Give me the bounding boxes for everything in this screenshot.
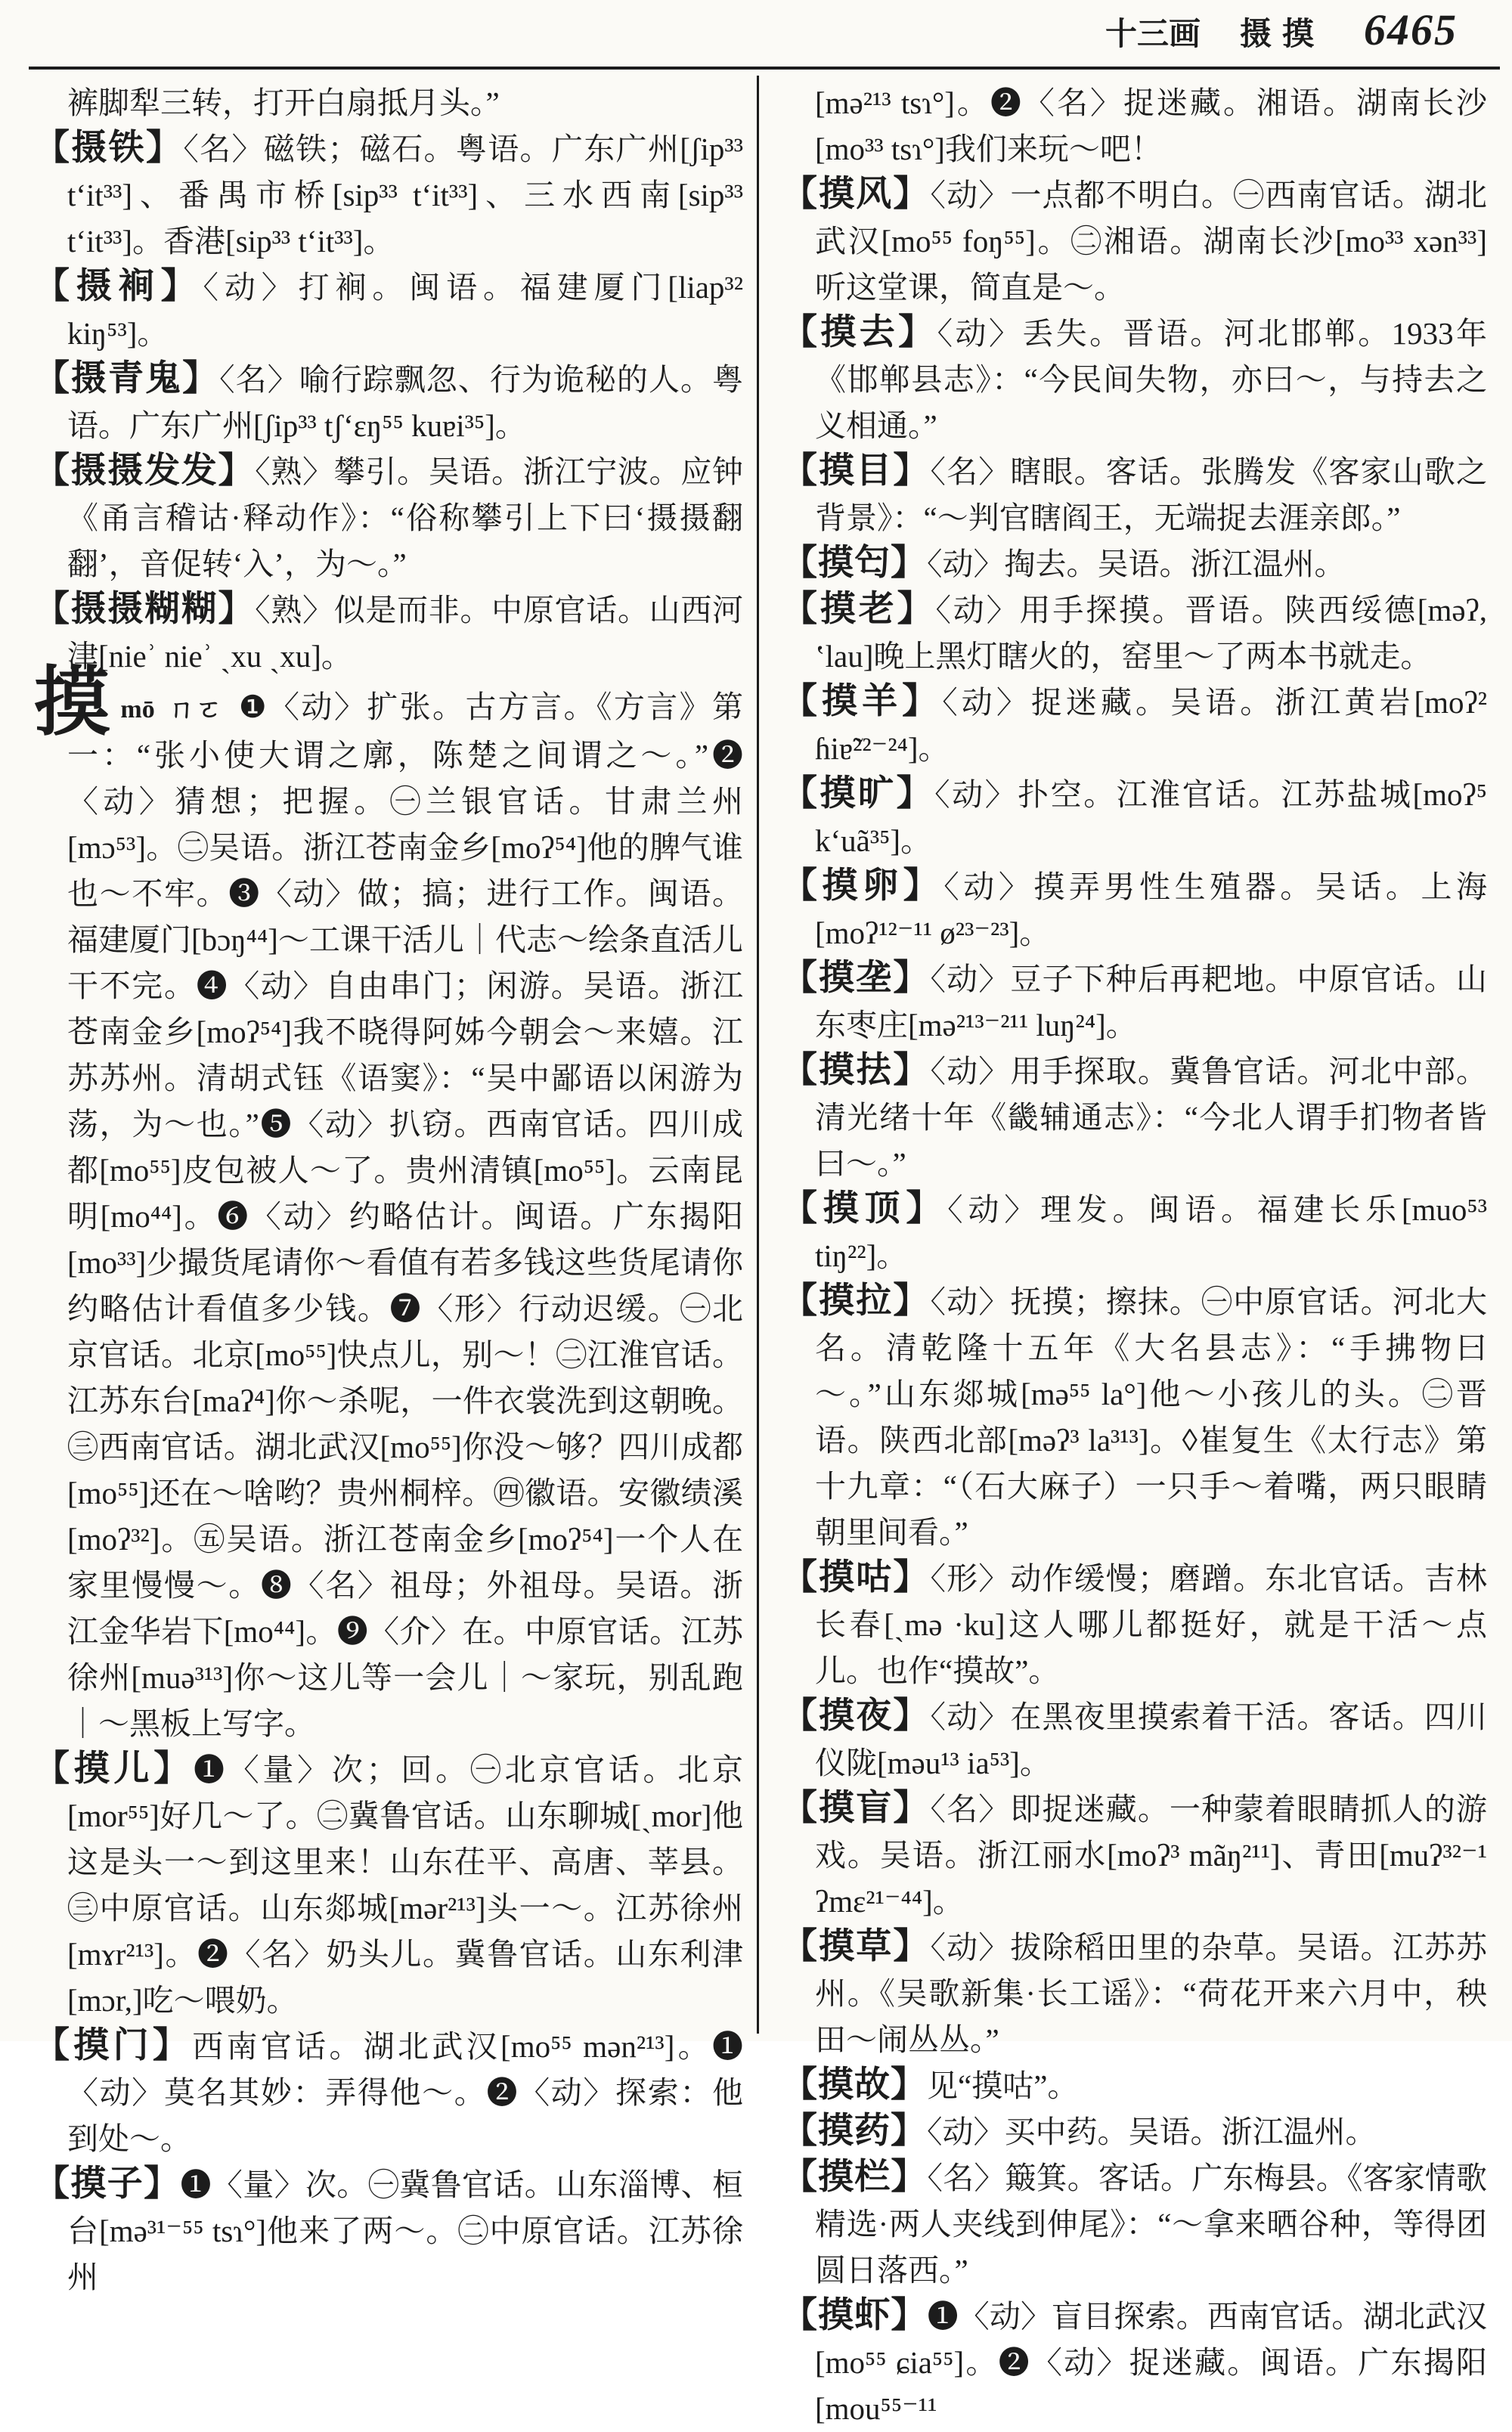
dictionary-entry: [782, 311, 1487, 449]
right-column: [782, 80, 1487, 2432]
dictionary-entry: [782, 1187, 1487, 1279]
dictionary-entry: [782, 956, 1487, 1049]
entry-body: 〈动〉打裥。闽语。福建厦门[liap³² kiŋ⁵³]。: [67, 270, 744, 351]
zhuyin-label: ㄇㄛ: [166, 696, 224, 723]
entry-body: ❶〈量〉次；回。㊀北京官话。北京[mor⁵⁵]好几～了。㊁冀鲁官话。山东聊城[ˎmor]他这是头一～到这里来！山东茌平、高唐、莘县。㊂中原官话。山东郯城[mər²¹³]头一～。江苏徐州[mɤr²¹³]。❷〈名〉奶头儿。冀鲁官话。山东利津[mɔr,]吃～喂奶。: [67, 1752, 744, 2018]
entry-body: ❶〈动〉扩张。古方言。《方言》第一：“张小使大谓之廓，陈楚之间谓之～。”❷〈动〉猜想；把握。㊀兰银官话。甘肃兰州[mɔ⁵³]。㊁吴语。浙江苍南金乡[moʔ⁵⁴]他的脾气谁也～不牢。❸〈动〉做；搞；进行工作。闽语。福建厦门[bɔŋ⁴⁴]～工课干活儿｜代志～绘条直活儿干不完。❹〈动〉自由串门；闲游。吴语。浙江苍南金乡[moʔ⁵⁴]我不晓得阿姊今朝会～来嬉。江苏苏州。清胡式钰《语窦》：“吴中鄙语以闲游为荡，为～也。”❺〈动〉扒窃。西南官话。四川成都[mo⁵⁵]皮包被人～了。贵州清镇[mo⁵⁵]。云南昆明[mo⁴⁴]。❻〈动〉约略估计。闽语。广东揭阳[mo³³]少撮货尾请你～看值有若多钱这些货尾请你约略估计看值多少钱。❼〈形〉行动迟缓。㊀北京官话。北京[mo⁵⁵]快点儿，别～！㊁江淮官话。江苏东台[maʔ⁴]你～杀呢，一件衣裳洗到这朝晚。㊂西南官话。湖北武汉[mo⁵⁵]你没～够？四川成都[mo⁵⁵]还在～啥哟？贵州桐梓。㊃徽语。安徽绩溪[moʔ³²]。㊄吴语。浙江苍南金乡[moʔ⁵⁴]一个人在家里慢慢～。❽〈名〉祖母；外祖母。吴语。浙江金华岩下[mo⁴⁴]。❾〈介〉在。中原官话。江苏徐州[muə³¹³]你～这儿等一会儿｜～家玩，别乱跑｜～黑板上写字。: [67, 689, 743, 1741]
entry-headword: 【摸药】: [782, 2111, 927, 2151]
entry-headword: 【摄裥】: [34, 267, 203, 306]
dictionary-entry: [782, 2155, 1487, 2294]
entry-body: ❶〈动〉盲目探索。西南官话。湖北武汉[mo⁵⁵ ɕia⁵⁵]。❷〈动〉捉迷藏。闽语。广东揭阳[mou⁵⁵⁻¹¹: [815, 2299, 1488, 2426]
dictionary-entry: [34, 265, 743, 357]
entry-headword: 【摸栏】: [782, 2158, 928, 2197]
page-number: 6465: [1364, 5, 1458, 54]
entry-body: 〈形〉动作缓慢；磨蹭。东北官话。吉林长春[ˎmə ·ku]这人哪儿都挺好，就是干活～点儿。也作“摸故”。: [815, 1561, 1488, 1688]
entry-headword: 【摸羊】: [782, 682, 943, 721]
continuation-text: [mə²¹³ tsɿ°]。❷〈名〉捉迷藏。湘语。湖南长沙[mo³³ tsɿ°]我们来玩～吧！: [815, 85, 1487, 166]
dictionary-entry: [782, 2063, 1487, 2109]
entry-body: 〈动〉豆子下种后再耙地。中原官话。山东枣庄[mə²¹³⁻²¹¹ luŋ²⁴]。: [815, 962, 1488, 1043]
entry-body: 〈动〉用手探摸。晋语。陕西绥德[məʔ, ʽlau]晚上黑灯瞎火的，窑里～了两本书就走。: [815, 593, 1487, 674]
entry-headword: 【摸垄】: [782, 959, 931, 998]
dictionary-entry: [34, 2024, 743, 2162]
main-character-entry: [34, 661, 743, 1747]
entry-body: ❶〈量〉次。㊀冀鲁官话。山东淄博、桓台[mə³¹⁻⁵⁵ tsɿ°]他来了两～。㊁中原官话。江苏徐州: [67, 2167, 744, 2294]
headword-range-label: 摄摸: [1239, 17, 1325, 52]
dictionary-entry: [782, 680, 1487, 772]
entry-headword: 【摸门】: [34, 2026, 193, 2065]
entry-body: 〈动〉扑空。江淮官话。江苏盐城[moʔ⁵ k‘uã³⁵]。: [815, 777, 1488, 858]
entry-headword: 【摄摄发发】: [34, 451, 256, 491]
entry-headword: 【摸匄】: [782, 544, 927, 583]
dictionary-entry: [34, 587, 743, 680]
dictionary-entry: [782, 541, 1487, 587]
dictionary-entry: [34, 449, 743, 587]
entry-headword: 【摸卵】: [782, 866, 944, 906]
dictionary-entry: [782, 1279, 1487, 1556]
entry-body: 〈动〉抚摸；擦抹。㊀中原官话。河北大名。清乾隆十五年《大名县志》：“手拂物曰～。”山东郯城[mə⁵⁵ la°]他～小孩儿的头。㊁晋语。陕西北部[məʔ³ la³¹³]。◊崔复生《太行志》第十九章：“（石大麻子）一只手～着嘴，两只眼睛朝里间看。”: [815, 1284, 1488, 1550]
dictionary-entry: [34, 2162, 743, 2300]
entry-body: 〈名〉喻行踪飘忽、行为诡秘的人。粤语。广东广州[ʃip³³ tʃ‘ɛŋ⁵⁵ kuɐi³⁵]。: [67, 362, 744, 443]
entry-headword: 【摸风】: [782, 175, 931, 214]
entry-body: 〈动〉捉迷藏。吴语。浙江黄岩[moʔ² ɦiɐ̃²²⁻²⁴]。: [815, 685, 1487, 766]
entry-body: 〈动〉一点都不明白。㊀西南官话。湖北武汉[mo⁵⁵ foŋ⁵⁵]。㊁湘语。湖南长沙[mo³³ xən³³]听这堂课，简直是～。: [815, 178, 1488, 305]
entry-headword: 【摸拉】: [782, 1281, 931, 1321]
entry-headword: 【摸顶】: [782, 1189, 948, 1228]
entry-body: 〈动〉摸弄男性生殖器。吴话。上海[moʔ¹²⁻¹¹ ø²³⁻²³]。: [815, 869, 1488, 950]
entry-body: 〈动〉丢失。晋语。河北邯郸。1933年《邯郸县志》：“今民间失物，亦曰～，与持去之义相通。”: [815, 316, 1488, 443]
entry-headword: 【摄青鬼】: [34, 359, 220, 398]
entry-headword: 【摸盲】: [782, 1789, 931, 1828]
stroke-section-label: 十三画: [1105, 17, 1201, 52]
entry-headword: 【摸儿】: [34, 1749, 194, 1789]
header-rule: [29, 67, 1500, 70]
running-head: [1105, 5, 1458, 55]
entry-headword: 【摄铁】: [34, 129, 184, 168]
entry-headword: 【摄摄糊糊】: [34, 590, 256, 629]
entry-body: 〈动〉用手探取。冀鲁官话。河北中部。清光绪十年《畿辅通志》：“今北人谓手扪物者皆曰～。”: [815, 1054, 1488, 1181]
dictionary-entry: [782, 2294, 1487, 2432]
dictionary-entry: [782, 1556, 1487, 1694]
dictionary-entry: [34, 126, 743, 265]
entry-body: 〈动〉在黑夜里摸索着干活。客话。四川仪陇[məu¹³ ia⁵³]。: [815, 1699, 1488, 1780]
dictionary-entry: [782, 1694, 1487, 1786]
entry-body: 〈动〉掏去。吴语。浙江温州。: [927, 547, 1346, 581]
column-divider: [757, 76, 759, 2034]
entry-headword: 【摸草】: [782, 1927, 931, 1966]
entry-headword: 【摸子】: [34, 2164, 181, 2204]
entry-body: 〈动〉拔除稻田里的杂草。吴语。江苏苏州。《吴歌新集·长工谣》：“荷花开来六月中，秧田～闹丛丛。”: [815, 1930, 1488, 2057]
entry-headword: 【摸抾】: [782, 1051, 931, 1090]
entry-body: 〈熟〉攀引。吴语。浙江宁波。应钟《甬言稽诂·释动作》：“俗称攀引上下曰‘摄摄翻翻’，音促转‘入’，为～。”: [67, 454, 744, 581]
entry-body: 〈名〉瞎眼。客话。张腾发《客家山歌之背景》：“～判官瞎阎王，无端捉去涯亲郎。”: [815, 454, 1488, 535]
entry-body: 〈名〉簸箕。客话。广东梅县。《客家情歌精选·两人夹线到伸尾》：“～拿来晒谷种，等得团圆日落西。”: [815, 2161, 1487, 2288]
entry-body: 〈熟〉似是而非。中原官话。山西河津[nieʾ nieʾ ˎxu ˎxu]。: [67, 593, 744, 674]
entry-body: 〈动〉买中药。吴语。浙江温州。: [927, 2114, 1377, 2149]
entry-body: 〈名〉磁铁；磁石。粤语。广东广州[ʃip³³ t‘it³³]、番禺市桥[sip³³ t‘it³³]、三水西南[sip³³ t‘it³³]。香港[sip³³ t‘it³³]。: [67, 132, 743, 259]
dictionary-entry: [782, 1786, 1487, 1925]
entry-headword: 【摸咕】: [782, 1558, 931, 1597]
entry-body: 〈名〉即捉迷藏。一种蒙着眼睛抓人的游戏。吴语。浙江丽水[moʔ³ mãŋ²¹¹]、青田[muʔ³²⁻¹ ʔmɛ²¹⁻⁴⁴]。: [815, 1792, 1488, 1919]
dictionary-entry: [782, 587, 1487, 680]
dictionary-entry: [782, 1925, 1487, 2063]
entry-headword: 【摸虾】: [782, 2296, 928, 2335]
dictionary-entry: [782, 172, 1487, 311]
left-column: [34, 80, 743, 2300]
dictionary-entry: [782, 2109, 1487, 2155]
dictionary-entry: [34, 357, 743, 449]
dictionary-entry: [782, 864, 1487, 956]
dictionary-entry: [782, 772, 1487, 864]
entry-headword: 【摸故】: [782, 2065, 927, 2105]
entry-headword: 【摸老】: [782, 590, 936, 629]
entry-body: 西南官话。湖北武汉[mo⁵⁵ mən²¹³]。❶〈动〉莫名其妙：弄得他～。❷〈动〉探索：他到处～。: [67, 2029, 743, 2156]
entry-headword: 【摸目】: [782, 451, 931, 491]
pinyin-label: mō: [120, 696, 155, 723]
continuation-text: 裤脚犁三转，打开白扇抵月头。”: [67, 85, 500, 120]
dictionary-entry: [782, 449, 1487, 541]
entry-headword: 【摸旷】: [782, 774, 935, 813]
dictionary-entry: [782, 1049, 1487, 1187]
dictionary-entry: [34, 1747, 743, 2024]
entry-body: 〈动〉理发。闽语。福建长乐[muo⁵³ tiŋ²²]。: [815, 1192, 1488, 1273]
entry-headword: 【摸夜】: [782, 1696, 931, 1736]
main-character: 摸: [34, 661, 112, 745]
entry-body: 见“摸咕”。: [927, 2068, 1079, 2103]
entry-headword: 【摸去】: [782, 313, 937, 352]
